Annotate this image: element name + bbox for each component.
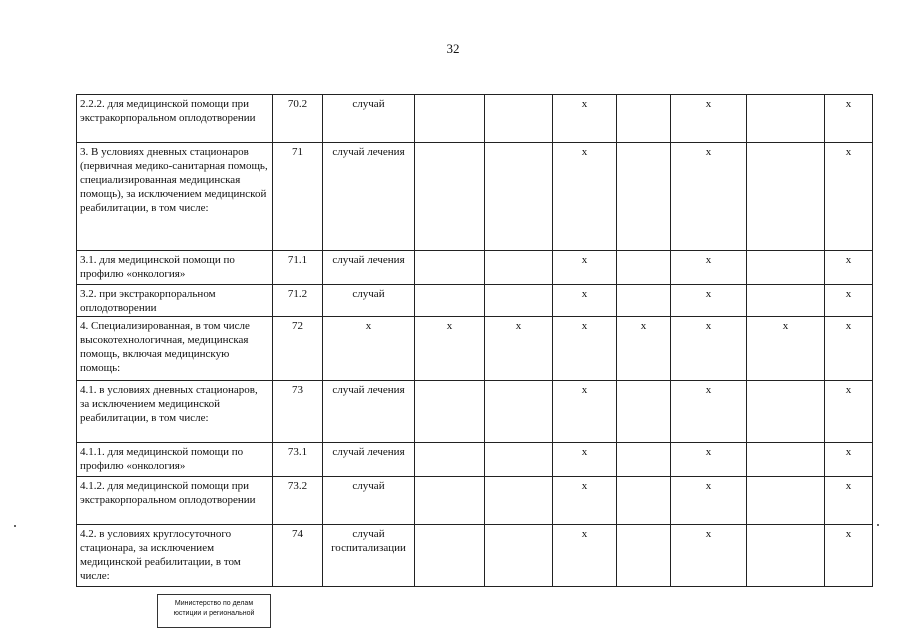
row-mark-cell: х [553,317,617,381]
table-row [77,477,873,525]
row-mark-cell: х [825,443,873,477]
row-code-cell: 71.1 [273,251,323,285]
registration-stamp [157,594,271,628]
row-name-cell: 3.2. при экстракорпоральном оплодотворении [77,285,273,317]
row-mark-cell [415,143,485,251]
row-mark-cell [485,285,553,317]
stamp-line-2: юстиции и региональной [173,610,255,617]
row-mark-cell: х [553,525,617,587]
row-mark-cell [617,95,671,143]
row-mark-cell [485,143,553,251]
row-unit-cell: случай [323,285,415,317]
row-name-cell: 4. Специализированная, в том числе высокотехнологичная, медицинская помощь, включая медицинскую помощь: [77,317,273,381]
scan-speck [877,524,879,526]
row-mark-cell: х [825,95,873,143]
page-number: 32 [446,41,460,56]
row-mark-cell [747,251,825,285]
row-name-cell: 3.1. для медицинской помощи по профилю «онкология» [77,251,273,285]
row-mark-cell: х [553,251,617,285]
row-mark-cell: х [825,381,873,443]
stamp-underline [158,627,270,628]
row-mark-cell: х [825,317,873,381]
row-mark-cell [415,285,485,317]
row-mark-cell: х [825,285,873,317]
row-unit-cell: случай [323,477,415,525]
stamp-line-1: Министерство по делам [174,600,254,607]
row-unit-cell: случай госпитализации [323,525,415,587]
table-row [77,285,873,317]
indicators-table [76,94,873,587]
row-unit-cell: случай лечения [323,143,415,251]
table-row [77,525,873,587]
row-mark-cell [617,525,671,587]
row-mark-cell: х [747,317,825,381]
row-name-cell: 3. В условиях дневных стационаров (первичная медико-санитарная помощь, специализированная медицинская помощь), за исключением медицинской реабилитации, в том числе: [77,143,273,251]
row-mark-cell: х [671,285,747,317]
row-mark-cell [415,525,485,587]
row-mark-cell [617,381,671,443]
row-code-cell: 71 [273,143,323,251]
row-mark-cell [747,477,825,525]
row-code-cell: 71.2 [273,285,323,317]
row-name-cell: 2.2.2. для медицинской помощи при экстракорпоральном оплодотворении [77,95,273,143]
scan-speck [14,525,16,527]
row-mark-cell [485,525,553,587]
row-unit-cell: х [323,317,415,381]
table-row [77,381,873,443]
row-mark-cell: х [415,317,485,381]
table-row [77,317,873,381]
row-name-cell: 4.1.1. для медицинской помощи по профилю «онкология» [77,443,273,477]
row-mark-cell [485,477,553,525]
row-mark-cell: х [825,477,873,525]
row-mark-cell [415,381,485,443]
row-mark-cell [747,95,825,143]
row-mark-cell [415,95,485,143]
row-mark-cell [485,95,553,143]
row-mark-cell: х [671,443,747,477]
row-mark-cell: х [825,525,873,587]
row-unit-cell: случай лечения [323,443,415,477]
row-mark-cell: х [671,525,747,587]
row-mark-cell: х [553,285,617,317]
row-code-cell: 70.2 [273,95,323,143]
row-mark-cell: х [671,381,747,443]
row-unit-cell: случай лечения [323,381,415,443]
row-mark-cell: х [825,251,873,285]
row-unit-cell: случай [323,95,415,143]
row-mark-cell [747,525,825,587]
row-mark-cell [747,381,825,443]
row-mark-cell [617,143,671,251]
row-mark-cell [415,443,485,477]
row-code-cell: 73.2 [273,477,323,525]
row-name-cell: 4.1. в условиях дневных стационаров, за исключением медицинской реабилитации, в том числе: [77,381,273,443]
table-row [77,443,873,477]
row-mark-cell [415,477,485,525]
row-mark-cell [617,251,671,285]
row-code-cell: 73.1 [273,443,323,477]
row-mark-cell [747,285,825,317]
row-mark-cell: х [553,477,617,525]
table-row [77,251,873,285]
row-mark-cell [747,443,825,477]
table-row [77,95,873,143]
row-name-cell: 4.1.2. для медицинской помощи при экстракорпоральном оплодотворении [77,477,273,525]
row-mark-cell: х [617,317,671,381]
row-mark-cell [485,251,553,285]
row-mark-cell [617,443,671,477]
row-mark-cell [415,251,485,285]
row-mark-cell: х [485,317,553,381]
row-mark-cell: х [671,251,747,285]
row-mark-cell [617,285,671,317]
row-mark-cell: х [553,143,617,251]
row-mark-cell: х [825,143,873,251]
row-mark-cell: х [671,477,747,525]
row-mark-cell: х [553,95,617,143]
row-mark-cell: х [671,95,747,143]
row-code-cell: 73 [273,381,323,443]
row-mark-cell [485,381,553,443]
row-code-cell: 74 [273,525,323,587]
table-row [77,143,873,251]
row-mark-cell: х [553,443,617,477]
row-mark-cell: х [671,317,747,381]
row-code-cell: 72 [273,317,323,381]
row-mark-cell [617,477,671,525]
row-mark-cell: х [671,143,747,251]
row-mark-cell [747,143,825,251]
row-mark-cell: х [553,381,617,443]
row-name-cell: 4.2. в условиях круглосуточного стационара, за исключением медицинской реабилитации, в том числе: [77,525,273,587]
row-unit-cell: случай лечения [323,251,415,285]
row-mark-cell [485,443,553,477]
